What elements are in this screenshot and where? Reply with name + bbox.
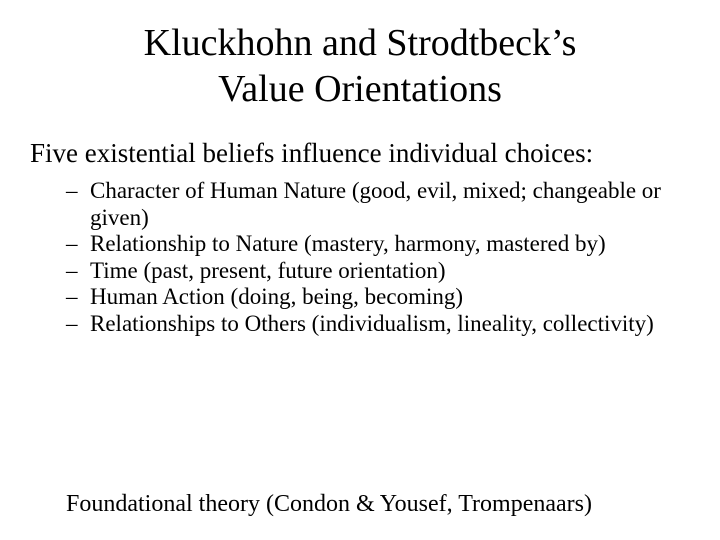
title-line-1: Kluckhohn and Strodtbeck’s: [143, 22, 577, 64]
dash-marker: –: [66, 310, 78, 336]
dash-marker: –: [66, 257, 78, 283]
bullet-text: Time (past, present, future orientation): [90, 257, 446, 283]
list-item: [66, 231, 696, 258]
dash-marker: –: [66, 178, 78, 203]
dash-marker: –: [66, 231, 78, 256]
footer-text: Foundational theory (Condon & Yousef, Trompenaars): [66, 491, 592, 517]
list-item: [66, 311, 696, 338]
dash-marker: –: [66, 284, 78, 309]
bullet-text: Relationships to Others (individualism, lineality, collectivity): [90, 310, 654, 336]
bullet-text: Character of Human Nature (good, evil, mixed; changeable or given): [90, 178, 661, 230]
title-line-2: Value Orientations: [218, 68, 502, 110]
intro-text: Five existential beliefs influence individual choices:: [30, 138, 594, 168]
list-item: [66, 178, 696, 231]
bullet-text: Relationship to Nature (mastery, harmony, mastered by): [90, 231, 606, 256]
slide-title: [0, 20, 720, 112]
list-item: [66, 258, 696, 285]
list-item: [66, 284, 696, 311]
bullet-list: [66, 178, 696, 337]
bullet-text: Human Action (doing, being, becoming): [90, 284, 464, 309]
